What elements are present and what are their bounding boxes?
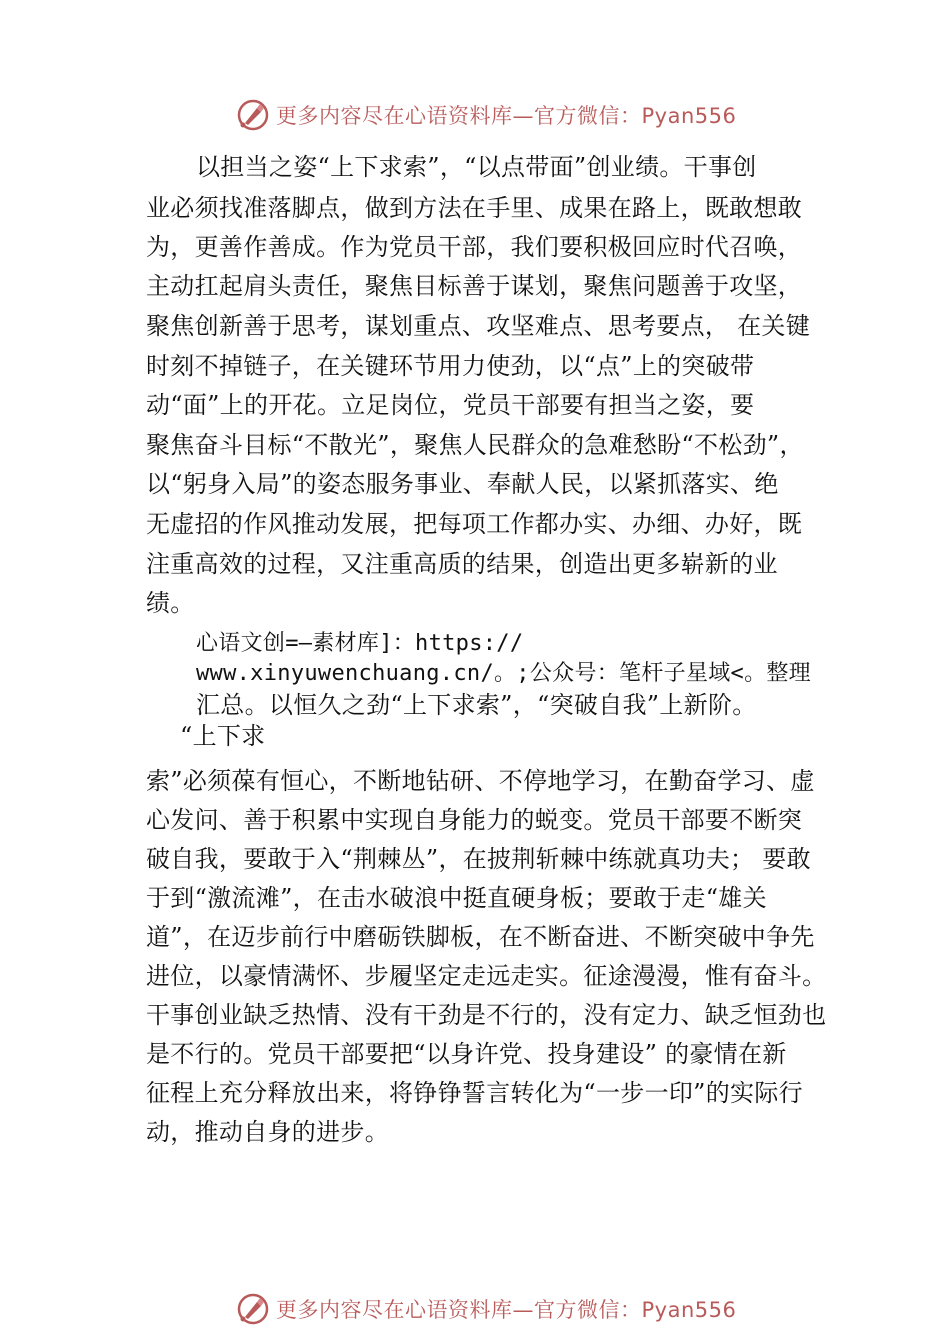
text-line: 破自我，要敢于入“荆棘丛”，在披荆斩棘中练就真功夫； 要敢 xyxy=(146,845,811,873)
text-line: 征程上充分释放出来，将铮铮誓言转化为“一步一印”的实际行 xyxy=(146,1079,803,1107)
text-line: 汇总。以恒久之劲“上下求索”，“突破自我”上新阶。 xyxy=(196,691,757,719)
text-line: 为，更善作善成。作为党员干部，我们要积极回应时代召唤， xyxy=(146,233,803,261)
text-line: 以“躬身入局”的姿态服务事业、奉献人民，以紧抓落实、绝 xyxy=(146,470,779,498)
text-line: 心语文创=—素材库]：https:// xyxy=(196,631,524,656)
text-line: 聚焦创新善于思考，谋划重点、攻坚难点、思考要点， 在关键 xyxy=(146,312,811,340)
text-line: “上下求 xyxy=(180,722,266,750)
pen-logo-icon xyxy=(236,1292,270,1326)
text-line: 时刻不掉链子，在关键环节用力使劲，以“点”上的突破带 xyxy=(146,352,755,380)
text-line: 索”必须葆有恒心，不断地钻研、不停地学习，在勤奋学习、虚 xyxy=(146,767,815,795)
text-line: 以担当之姿“上下求索”，“以点带面”创业绩。干事创 xyxy=(196,153,757,181)
header-text: 更多内容尽在心语资料库—官方微信：Pyan556 xyxy=(276,104,737,128)
text-line: 于到“激流滩”，在击水破浪中挺直硬身板；要敢于走“雄关 xyxy=(146,884,767,912)
text-line: 业必须找准落脚点，做到方法在手里、成果在路上，既敢想敢 xyxy=(146,194,803,222)
footer-banner xyxy=(236,1291,756,1327)
text-line: 注重高效的过程，又注重高质的结果，创造出更多崭新的业 xyxy=(146,550,778,578)
text-line: 动，推动自身的进步。 xyxy=(146,1118,389,1146)
text-line: 聚焦奋斗目标“不散光”，聚焦人民群众的急难愁盼“不松劲”， xyxy=(146,431,804,459)
text-line: 动“面”上的开花。立足岗位，党员干部要有担当之姿，要 xyxy=(146,391,755,419)
text-line: 进位，以豪情满怀、步履坚定走远走实。征途漫漫，惟有奋斗。 xyxy=(146,962,827,990)
pen-logo-icon xyxy=(236,98,270,132)
text-line: 干事创业缺乏热情、没有干劲是不行的，没有定力、缺乏恒劲也 xyxy=(146,1001,827,1029)
text-line: 主动扛起肩头责任，聚焦目标善于谋划，聚焦问题善于攻坚， xyxy=(146,272,803,300)
text-line: 心发问、善于积累中实现自身能力的蜕变。党员干部要不断突 xyxy=(146,806,803,834)
text-line: 无虚招的作风推动发展，把每项工作都办实、办细、办好，既 xyxy=(146,510,803,538)
header-banner xyxy=(236,97,756,133)
text-line: www.xinyuwenchuang.cn/。;公众号：笔杆子星域<。整理 xyxy=(196,661,811,686)
text-line: 绩。 xyxy=(146,589,195,617)
text-line: 道”，在迈步前行中磨砺铁脚板，在不断奋进、不断突破中争先 xyxy=(146,923,815,951)
text-line: 是不行的。党员干部要把“以身许党、投身建设” 的豪情在新 xyxy=(146,1040,787,1068)
footer-text: 更多内容尽在心语资料库—官方微信：Pyan556 xyxy=(276,1298,737,1322)
